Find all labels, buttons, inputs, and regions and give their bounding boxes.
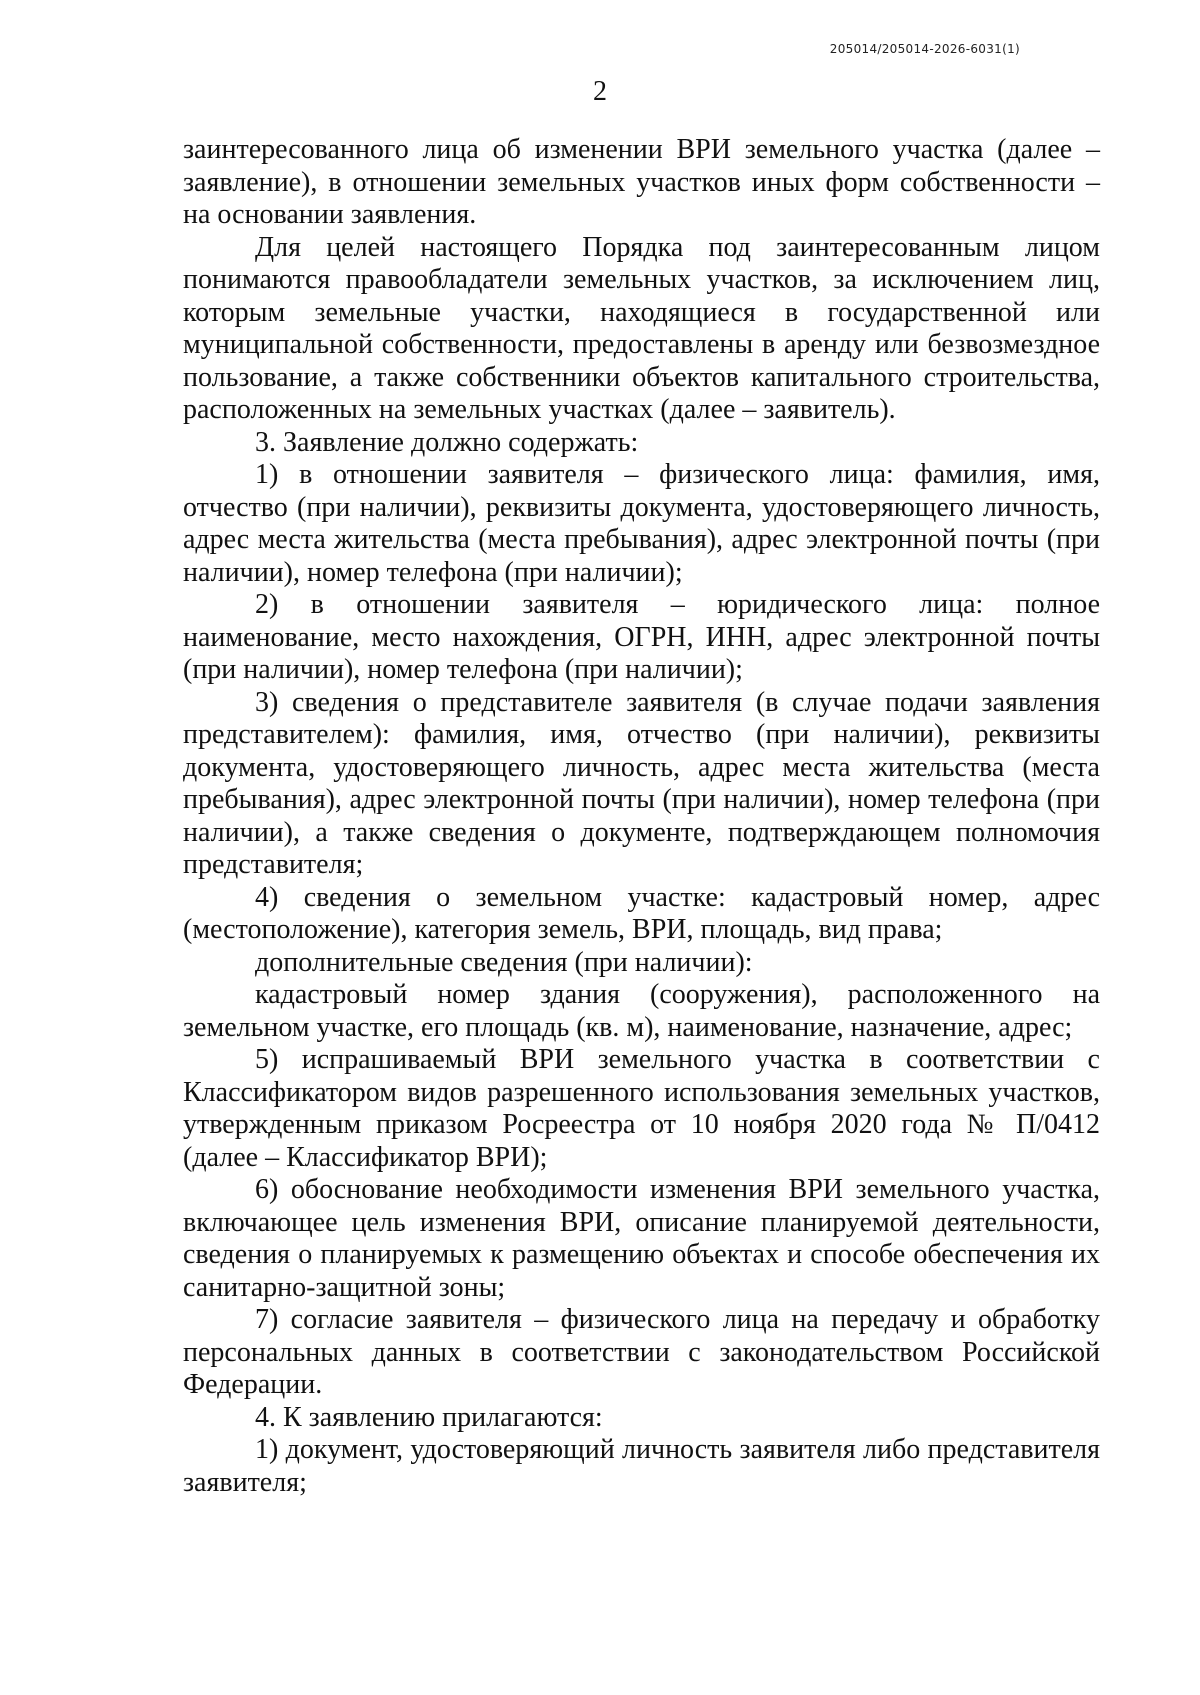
paragraph-section-4-heading: 4. К заявлению прилагаются:: [255, 1401, 603, 1433]
document-body: [183, 134, 1100, 1499]
document-id: 205014/205014-2026-6031(1): [829, 42, 1020, 56]
paragraph-item-3-2: 2) в отношении заявителя – юридического лица: полное наименование, место нахождения, ОГРН, ИНН, адрес электронной почты (при наличии), номер телефона (при наличии);: [183, 589, 1100, 685]
paragraph-item-3-1: 1) в отношении заявителя – физического лица: фамилия, имя, отчество (при наличии), реквизиты документа, удостоверяющего личность, адрес места жительства (места пребывания), адрес электронной почты (при наличии), номер телефона (при наличии);: [183, 459, 1100, 588]
paragraph-additional-info: дополнительные сведения (при наличии):: [255, 946, 753, 978]
paragraph-item-3-6: 6) обоснование необходимости изменения ВРИ земельного участка, включающее цель изменения ВРИ, описание планируемой деятельности, сведения о планируемых к размещению объектах и способе обеспечения их санитарно-защитной зоны;: [183, 1174, 1100, 1303]
paragraph-item-3-3: 3) сведения о представителе заявителя (в случае подачи заявления представителем): фамилия, имя, отчество (при наличии), реквизиты документа, удостоверяющего личность, адрес места жительства (места пребывания), адрес электронной почты (при наличии), номер телефона (при наличии), а также сведения о документе, подтверждающем полномочия представителя;: [183, 686, 1100, 880]
paragraph-building-info: кадастровый номер здания (сооружения), расположенного на земельном участке, его площадь (кв. м), наименование, назначение, адрес;: [183, 979, 1100, 1043]
paragraph-continuation: заинтересованного лица об изменении ВРИ земельного участка (далее – заявление), в отношении земельных участков иных форм собственности – на основании заявления.: [183, 134, 1100, 230]
paragraph-section-3-heading: 3. Заявление должно содержать:: [255, 426, 639, 458]
paragraph-applicant-definition: Для целей настоящего Порядка под заинтересованным лицом понимаются правообладатели земельных участков, за исключением лиц, которым земельные участки, находящиеся в государственной или муниципальной собственности, предоставлены в аренду или безвозмездное пользование, а также собственники объектов капитального строительства, расположенных на земельных участках (далее – заявитель).: [183, 231, 1100, 425]
paragraph-item-3-5: 5) испрашиваемый ВРИ земельного участка в соответствии с Классификатором видов разрешенного использования земельных участков, утвержденным приказом Росреестра от 10 ноября 2020 года № П/0412 (далее – Классификатор ВРИ);: [183, 1044, 1100, 1173]
paragraph-item-4-1: 1) документ, удостоверяющий личность заявителя либо представителя заявителя;: [183, 1434, 1100, 1498]
paragraph-item-3-4: 4) сведения о земельном участке: кадастровый номер, адрес (местоположение), категория земель, ВРИ, площадь, вид права;: [183, 881, 1100, 945]
page-number: 2: [593, 76, 607, 107]
paragraph-item-3-7: 7) согласие заявителя – физического лица на передачу и обработку персональных данных в соответствии с законодательством Российской Федерации.: [183, 1304, 1100, 1400]
